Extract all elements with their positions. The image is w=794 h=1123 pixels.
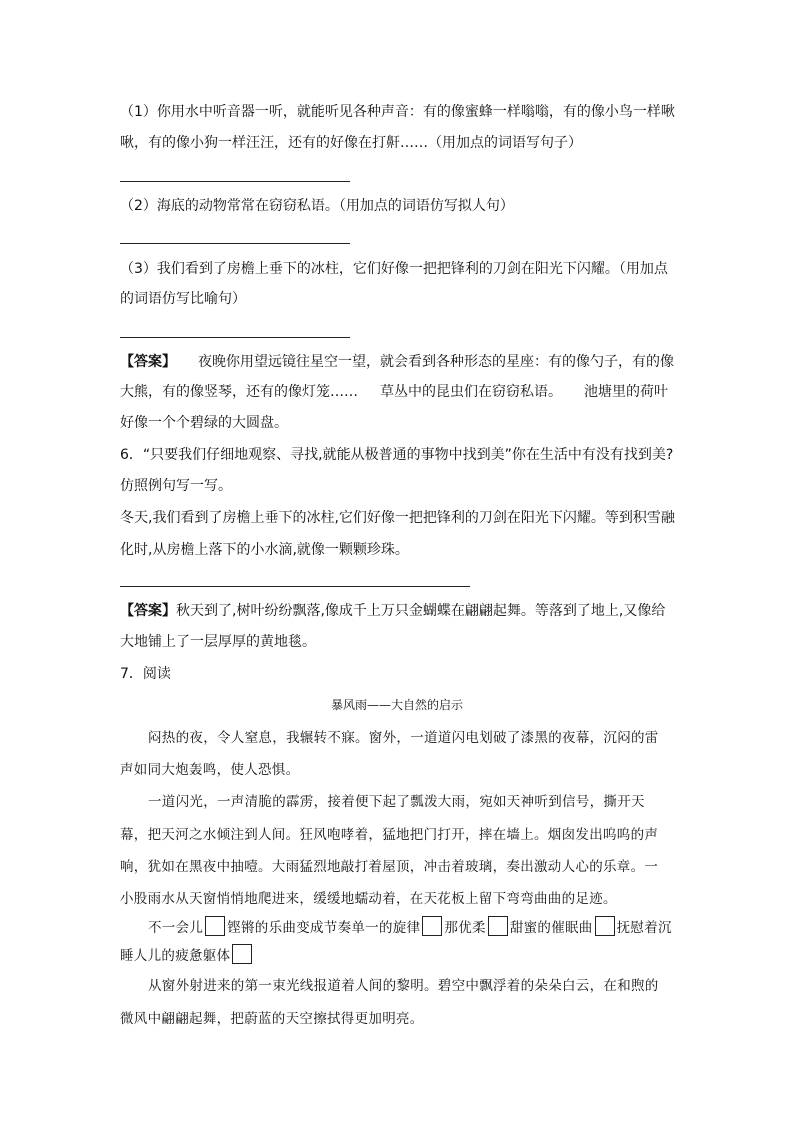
- passage-p1-line1: 闷热的夜，令人窒息，我辗转不寐。窗外，一道道闪电划破了漆黑的夜幕，沉闷的雷: [148, 730, 659, 746]
- q5-item1-line2: 啾，有的像小狗一样汪汪，还有的好像在打鼾……（用加点的词语写句子）: [120, 135, 582, 151]
- answer-text-c: 池塘里的荷叶: [584, 384, 668, 400]
- punctuation-box-4[interactable]: [595, 916, 615, 936]
- q6-answer-line1: [120, 601, 665, 621]
- answer-blank-2: [120, 243, 350, 244]
- answer-label: 【答案】: [120, 603, 176, 619]
- passage-p4-line2: 微风中翩翩起舞，把蔚蓝的天空擦拭得更加明亮。: [120, 1011, 424, 1027]
- answer-blank-3: [120, 337, 350, 338]
- answer-label: 【答案】: [120, 354, 176, 370]
- q6-answer-line2: 大地铺上了一层厚厚的黄地毯。: [120, 634, 316, 650]
- q5-item2-line1: （2）海底的动物常常在窃窃私语。（用加点的词语仿写拟人句）: [120, 198, 514, 214]
- passage-title: 暴风雨——大自然的启示: [330, 698, 463, 712]
- q5-answer-line3: 好像一个个碧绿的大圆盘。: [120, 415, 288, 431]
- punctuation-box-2[interactable]: [422, 916, 442, 936]
- q5-answer-line1: [120, 352, 674, 372]
- q5-item3-line2: 的词语仿写比喻句）: [120, 291, 246, 307]
- answer-blank-1: [120, 181, 350, 182]
- q5-item3-line1: （3）我们看到了房檐上垂下的冰柱，它们好像一把把锋利的刀剑在阳光下闪耀。（用加点: [120, 261, 668, 277]
- passage-text: 睡人儿的疲惫躯体: [120, 948, 231, 964]
- q6-example-line2: 化时,从房檐上落下的小水滴,就像一颗颗珍珠。: [120, 542, 409, 558]
- q7-heading: 7．阅读: [120, 666, 171, 682]
- passage-text: 抚慰着沉: [616, 920, 672, 936]
- q6-line2: 仿照例句写一写。: [120, 478, 232, 494]
- passage-p4-line1: 从窗外射进来的第一束光线报道着人间的黎明。碧空中飘浮着的朵朵白云，在和煦的: [148, 978, 659, 994]
- passage-p3-line1: [148, 916, 672, 938]
- answer-text: 夜晚你用望远镜往星空一望，就会看到各种形态的星座：有的像勺子，有的像: [198, 354, 674, 370]
- passage-p2-line4: 小股雨水从天窗悄悄地爬进来，缓缓地蠕动着，在天花板上留下弯弯曲曲的足迹。: [120, 891, 617, 907]
- q5-item1-line1: （1）你用水中听音器一听，就能听见各种声音：有的像蜜蜂一样嗡嗡，有的像小鸟一样啾: [120, 104, 675, 120]
- answer-blank-4: [120, 586, 470, 587]
- q6-line1: 6．“只要我们仔细地观察、寻找,就能从极普通的事物中找到美”你在生活中有没有找到美?: [120, 447, 674, 463]
- answer-text-a: 大熊，有的像竖琴，还有的像灯笼……: [120, 384, 358, 400]
- answer-text: 秋天到了,树叶纷纷飘落,像成千上万只金蝴蝶在翩翩起舞。等落到了地上,又像给: [176, 603, 666, 619]
- passage-p1-line2: 声如同大炮轰鸣，使人恐惧。: [120, 762, 300, 778]
- passage-text: 不一会儿: [148, 920, 204, 936]
- passage-p3-line2: [120, 944, 254, 966]
- passage-p2-line1: 一道闪光，一声清脆的霹雳，接着便下起了瓢泼大雨，宛如天神听到信号，撕开天: [148, 794, 645, 810]
- punctuation-box-3[interactable]: [488, 916, 508, 936]
- punctuation-box-1[interactable]: [205, 916, 225, 936]
- answer-text-b: 草丛中的昆虫们在窃窃私语。: [380, 384, 562, 400]
- q6-example-line1: 冬天,我们看到了房檐上垂下的冰柱,它们好像一把把锋利的刀剑在阳光下闪耀。等到积雪融: [120, 510, 675, 526]
- passage-p2-line3: 响，犹如在黑夜中抽噎。大雨猛烈地敲打着屋顶，冲击着玻璃，奏出激动人心的乐章。一: [120, 859, 659, 875]
- q5-answer-line2: [120, 382, 668, 402]
- passage-p2-line2: 幕，把天河之水倾注到人间。狂风咆哮着，猛地把门打开，摔在墙上。烟囱发出呜呜的声: [120, 827, 659, 843]
- passage-text: 铿锵的乐曲变成节奏单一的旋律: [227, 920, 421, 936]
- passage-text: 甜蜜的催眠曲: [509, 920, 593, 936]
- passage-text: 那优柔: [444, 920, 486, 936]
- punctuation-box-5[interactable]: [232, 944, 252, 964]
